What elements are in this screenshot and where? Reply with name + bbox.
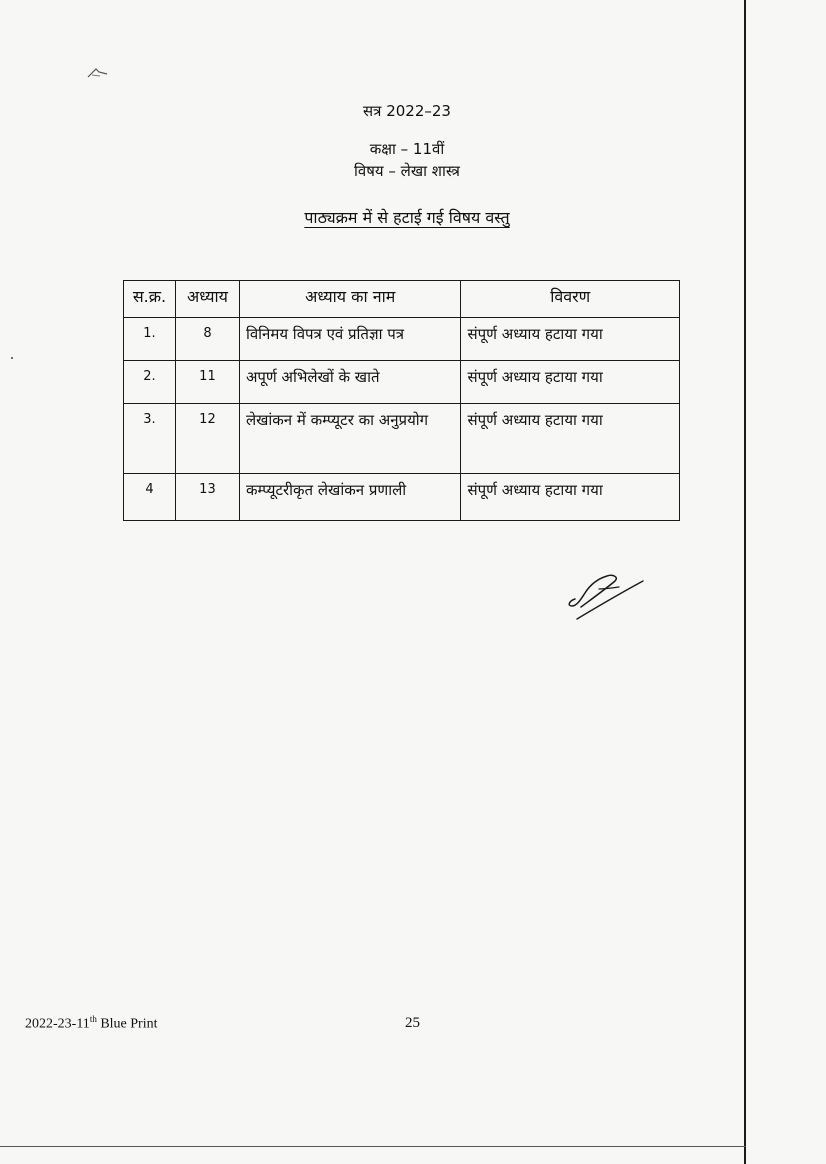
page-heading-text: पाठ्यक्रम में से हटाई गई विषय वस्तु [304, 208, 510, 227]
cell-sno: 2. [124, 361, 176, 404]
table-row [124, 318, 680, 361]
cell-chapter: 11 [175, 361, 239, 404]
page-heading [0, 206, 820, 228]
cell-detail: संपूर्ण अध्याय हटाया गया [461, 474, 680, 521]
cell-detail: संपूर्ण अध्याय हटाया गया [461, 361, 680, 404]
cell-sno: 4 [124, 474, 176, 521]
cell-sno: 3. [124, 404, 176, 474]
cell-sno: 1. [124, 318, 176, 361]
cell-chapter-name: लेखांकन में कम्प्यूटर का अनुप्रयोग [239, 404, 461, 474]
cell-chapter: 8 [175, 318, 239, 361]
class-line: कक्षा – 11वीं [369, 140, 445, 158]
table-row [124, 361, 680, 404]
cell-detail: संपूर्ण अध्याय हटाया गया [461, 404, 680, 474]
subject-line: विषय – लेखा शास्त्र [354, 162, 460, 180]
page-number: 25 [405, 1015, 420, 1031]
cell-chapter: 12 [175, 404, 239, 474]
col-header-detail: विवरण [461, 281, 680, 318]
stray-mark [11, 357, 13, 359]
cell-chapter-name: अपूर्ण अभिलेखों के खाते [239, 361, 461, 404]
document-label-prefix: 2022-23-11 [25, 1016, 90, 1032]
cell-detail: संपूर्ण अध्याय हटाया गया [461, 318, 680, 361]
document-label [25, 1014, 158, 1033]
cell-chapter: 13 [175, 474, 239, 521]
col-header-chapter: अध्याय [175, 281, 239, 318]
table-row [124, 404, 680, 474]
table-header-row [124, 281, 680, 318]
document-label-suffix: Blue Print [96, 1016, 158, 1032]
deleted-content-table [123, 280, 680, 521]
col-header-sno: स.क्र. [124, 281, 176, 318]
signature [563, 573, 647, 625]
document-label-sup: th [89, 1014, 97, 1024]
scan-edge-bottom [0, 1146, 746, 1147]
cell-chapter-name: विनिमय विपत्र एवं प्रतिज्ञा पत्र [239, 318, 461, 361]
session-line: सत्र 2022–23 [363, 102, 451, 120]
col-header-chapter-name: अध्याय का नाम [239, 281, 461, 318]
cell-chapter-name: कम्प्यूटरीकृत लेखांकन प्रणाली [239, 474, 461, 521]
table-row [124, 474, 680, 521]
pen-mark-icon [86, 66, 110, 80]
